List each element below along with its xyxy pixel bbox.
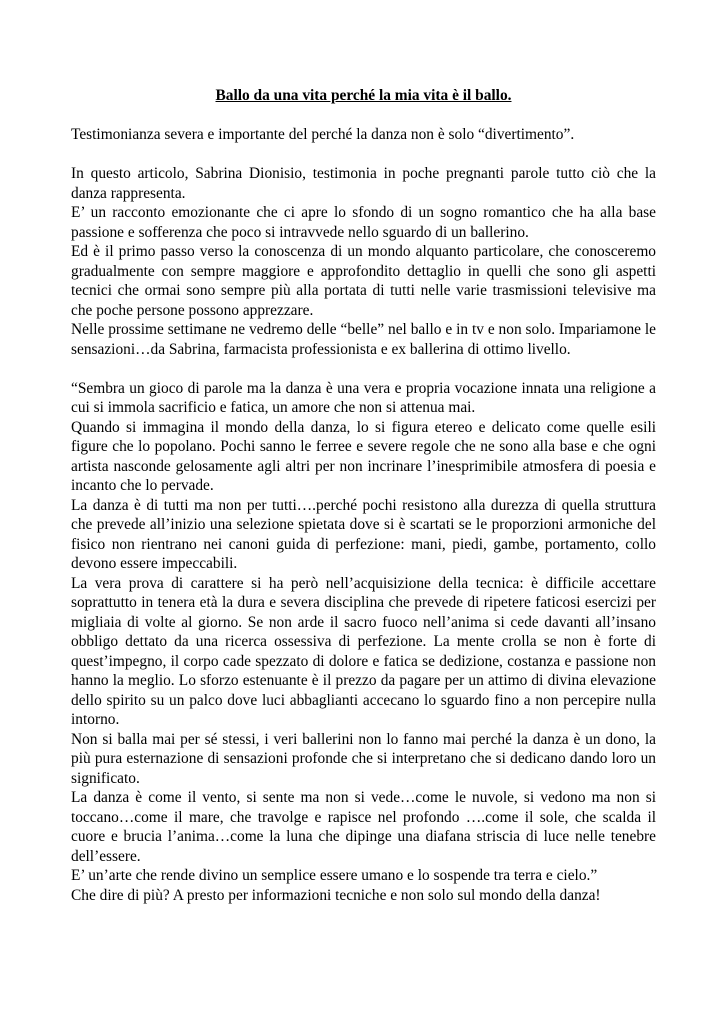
- body-paragraph: E’ un’arte che rende divino un semplice essere umano e lo sospende tra terra e cielo.”: [71, 867, 598, 884]
- intro-paragraph: E’ un racconto emozionante che ci apre lo sfondo di un sogno romantico che ha alla base passione e sofferenza che poco si intravvede nello sguardo di un ballerino.: [71, 204, 656, 241]
- body-paragraph: Non si balla mai per sé stessi, i veri ballerini non lo fanno mai perché la danza è un dono, la più pura esternazione di sensazioni profonde che si interpretano che si dedicano dando loro un significato.: [71, 730, 656, 787]
- body-paragraph: Quando si immagina il mondo della danza, lo si figura etereo e delicato come quelle esili figure che lo popolano. Pochi sanno le ferree e severe regole che ne sono alla base e che ogni artista nasconde gelosamente agli altri per non incrinare l’inesprimibile atmosfera di poesia e incanto che lo pervade.: [71, 418, 656, 494]
- section-spacer: [71, 359, 656, 379]
- article-title: Ballo da una vita perché la mia vita è il ballo.: [215, 87, 512, 104]
- intro-paragraph: Nelle prossime settimane ne vedremo delle “belle” nel ballo e in tv e non solo. Impariamone le sensazioni…da Sabrina, farmacista professionista e ex ballerina di ottimo livello.: [71, 321, 656, 358]
- testimony-section: [71, 379, 656, 906]
- intro-paragraph: In questo articolo, Sabrina Dionisio, testimonia in poche pregnanti parole tutto ciò che la danza rappresenta.: [71, 165, 656, 202]
- body-paragraph: La danza è come il vento, si sente ma non si vede…come le nuvole, si vedono ma non si toccano…come il mare, che travolge e rapisce nel profondo ….come il sole, che scalda il cuore e brucia l’anima…come la luna che dipinge una diafana striscia di luce nelle tenebre dell’essere.: [71, 789, 656, 865]
- body-paragraph: La danza è di tutti ma non per tutti….perché pochi resistono alla durezza di quella struttura che prevede all’inizio una selezione spietata dove si è scartati se le proporzioni armoniche del fisico non rientrano nei canoni guida di perfezione: mani, piedi, gambe, portamento, collo devono essere impeccabili.: [71, 496, 656, 572]
- intro-section: [71, 164, 656, 359]
- body-paragraph: Che dire di più? A presto per informazioni tecniche e non solo sul mondo della danza!: [71, 886, 601, 904]
- body-paragraph: “Sembra un gioco di parole ma la danza è una vera e propria vocazione innata una religione a cui si immola sacrificio e fatica, un amore che non si attenua mai.: [71, 379, 656, 416]
- document-page: [71, 86, 656, 905]
- body-paragraph: La vera prova di carattere si ha però nell’acquisizione della tecnica: è difficile accettare soprattutto in tenera età la dura e severa disciplina che prevede di ripetere faticosi esercizi per migliaia di volte al giorno. Se non arde il sacro fuoco nell’anima si cede davanti all’insano obbligo dettato da una ricerca ossessiva di perfezione. La mente crolla se non è forte di quest’impegno, il corpo cade spezzato di dolore e fatica se dedizione, costanza e passione non hanno la meglio. Lo sforzo estenuante è il prezzo da pagare per un attimo di divina elevazione dello spirito su un palco dove luci abbaglianti accecano lo sguardo fino a non percepire nulla intorno.: [71, 574, 656, 728]
- intro-paragraph: Ed è il primo passo verso la conoscenza di un mondo alquanto particolare, che conosceremo gradualmente con sempre maggiore e approfondito dettaglio in quelli che sono gli aspetti tecnici che ormai sono sempre più alla portata di tutti nelle varie trasmissioni televisive ma che poche persone possono apprezzare.: [71, 243, 656, 319]
- article-subtitle: Testimonianza severa e importante del perché la danza non è solo “divertimento”.: [71, 126, 575, 143]
